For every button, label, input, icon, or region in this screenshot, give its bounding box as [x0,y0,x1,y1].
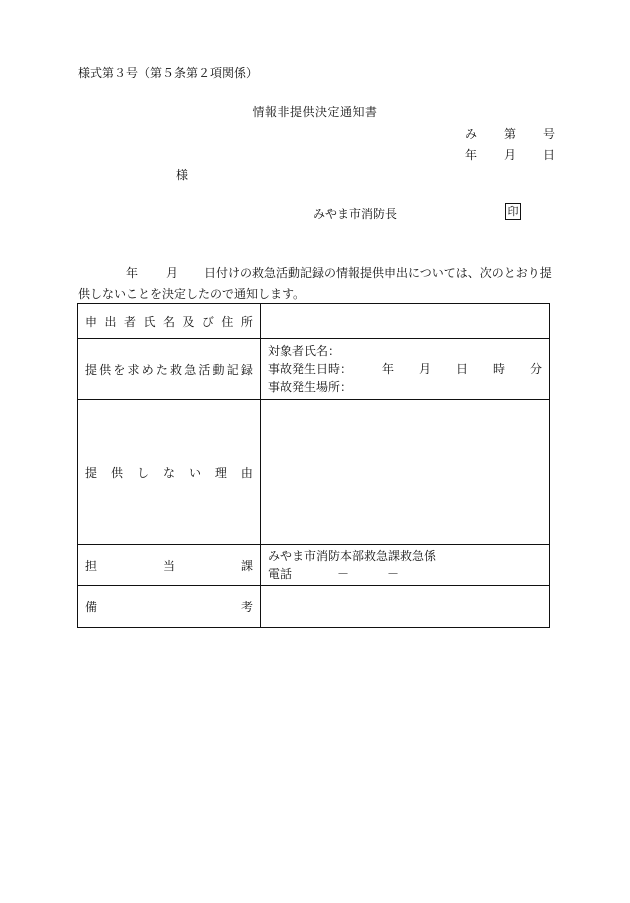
dt-day: 日 [455,362,468,376]
form-number-label: 様式第３号（第５条第２項関係） [78,66,259,80]
incident-datetime-field [268,360,542,378]
reason-label-cell [78,400,261,545]
reason-value-cell [261,400,550,545]
body-text-rest: 日付けの救急活動記録の情報提供申出については、次のとおり提 [204,266,552,280]
label-char: い [188,465,201,480]
label-char: 提 [85,465,98,480]
body-line-2: 供しないことを決定したので通知します。 [78,287,306,301]
department-phone [268,565,542,583]
incident-datetime-label: 事故発生日時： [268,362,353,376]
seal-stamp: 印 [505,203,521,220]
addressee-honorific: 様 [176,168,189,182]
label-char: 求 [127,362,140,377]
label-char: 由 [240,465,253,480]
date-year: 年 [465,148,478,162]
label-char: 救 [170,362,183,377]
label-char: 申 [85,314,98,329]
remarks-value-cell [261,586,550,628]
record-value-cell [261,339,550,400]
document-date-row [465,146,555,163]
notification-form-table [77,303,550,628]
label-char: を [113,362,126,377]
department-name: みやま市消防本部救急課救急係 [268,549,437,563]
applicant-label [85,313,253,330]
label-char: 担 [85,558,98,573]
department-label [85,557,253,574]
body-line-1 [78,263,554,284]
label-char: 活 [198,362,211,377]
label-char: 提 [85,362,98,377]
label-char: 動 [212,362,225,377]
document-title: 情報非提供決定通知書 [252,105,378,119]
label-char: 氏 [143,314,156,329]
label-char: し [136,465,149,480]
reason-row [78,400,550,545]
body-year: 年 [126,266,139,280]
sender-name: みやま市消防長 [313,207,398,221]
dt-hour: 時 [492,362,505,376]
document-number-row [465,125,555,142]
notification-body [78,263,554,305]
dt-minute: 分 [529,362,542,376]
label-char: 記 [226,362,239,377]
remarks-label-cell [78,586,261,628]
department-label-cell [78,545,261,586]
date-month: 月 [503,148,516,162]
label-char: 理 [214,465,227,480]
remarks-row [78,586,550,628]
label-char: 録 [240,362,253,377]
label-char: な [162,465,175,480]
phone-dash-2: － [387,567,400,581]
department-value-cell [261,545,550,586]
number-go: 号 [542,127,555,141]
record-label-cell [78,339,261,400]
dt-month: 月 [418,362,431,376]
dt-year: 年 [382,362,395,376]
number-prefix: み [465,127,478,141]
label-char: 考 [240,600,253,614]
label-char: 及 [182,314,195,329]
label-char: 名 [162,314,175,329]
label-char: 者 [123,314,136,329]
subject-name-field: 対象者氏名： [268,344,341,358]
label-char: 住 [221,314,234,329]
label-char: 課 [240,558,253,573]
label-char: 供 [110,465,123,480]
phone-dash-1: － [337,567,350,581]
applicant-value-cell [261,304,550,339]
label-char: 備 [85,600,98,614]
label-char: び [201,314,214,329]
incident-datetime-units [378,360,542,378]
phone-label: 電話 [268,567,293,581]
body-month: 月 [166,266,179,280]
remarks-label [85,598,253,615]
label-char: め [141,362,154,377]
record-label [85,361,253,378]
date-day: 日 [542,148,555,162]
number-dai: 第 [503,127,516,141]
label-char: 出 [104,314,117,329]
applicant-label-cell [78,304,261,339]
record-row [78,339,550,400]
reason-label [85,464,253,481]
label-char: 所 [240,314,253,329]
label-char: 当 [162,558,175,573]
label-char: た [155,362,168,377]
applicant-row [78,304,550,339]
department-row [78,545,550,586]
incident-place-field: 事故発生場所： [268,380,353,394]
label-char: 供 [99,362,112,377]
label-char: 急 [184,362,197,377]
